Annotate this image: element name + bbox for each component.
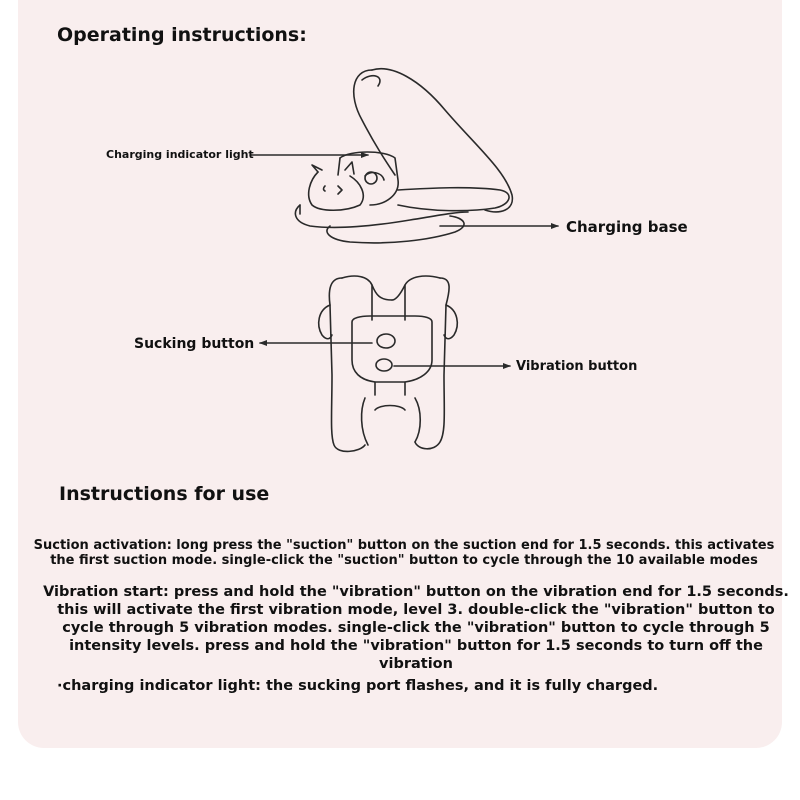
device-side-view	[295, 69, 512, 243]
vibration-button-icon	[376, 359, 392, 371]
sucking-button-icon	[377, 334, 395, 348]
vibration-instruction-text: Vibration start: press and hold the "vibration" button on the vibration end for 1.5 seconds. this will activate the first vibration mode, level 3. double-click the "vibration" button to cycle through 5 vibration modes. single-click the "vibration" button to cycle through 5 intensity levels. press and hold the "vibration" button for 1.5 seconds to turn off the vibration	[43, 584, 789, 672]
suction-instruction-text: Suction activation: long press the "suction" button on the suction end for 1.5 seconds. this activates the first suction mode. single-click the "suction" button to cycle through the 10 available modes	[33, 538, 775, 568]
charging-instruction-text: ·charging indicator light: the sucking port flashes, and it is fully charged.	[57, 678, 659, 694]
sucking-button-label: Sucking button	[134, 336, 255, 352]
charging-base-label: Charging base	[566, 218, 688, 236]
vibration-button-label: Vibration button	[516, 359, 638, 374]
instructions-for-use-heading: Instructions for use	[59, 483, 270, 505]
operating-instructions-heading: Operating instructions:	[57, 24, 307, 46]
device-front-view	[319, 276, 458, 451]
charging-indicator-light-label: Charging indicator light	[106, 148, 254, 161]
